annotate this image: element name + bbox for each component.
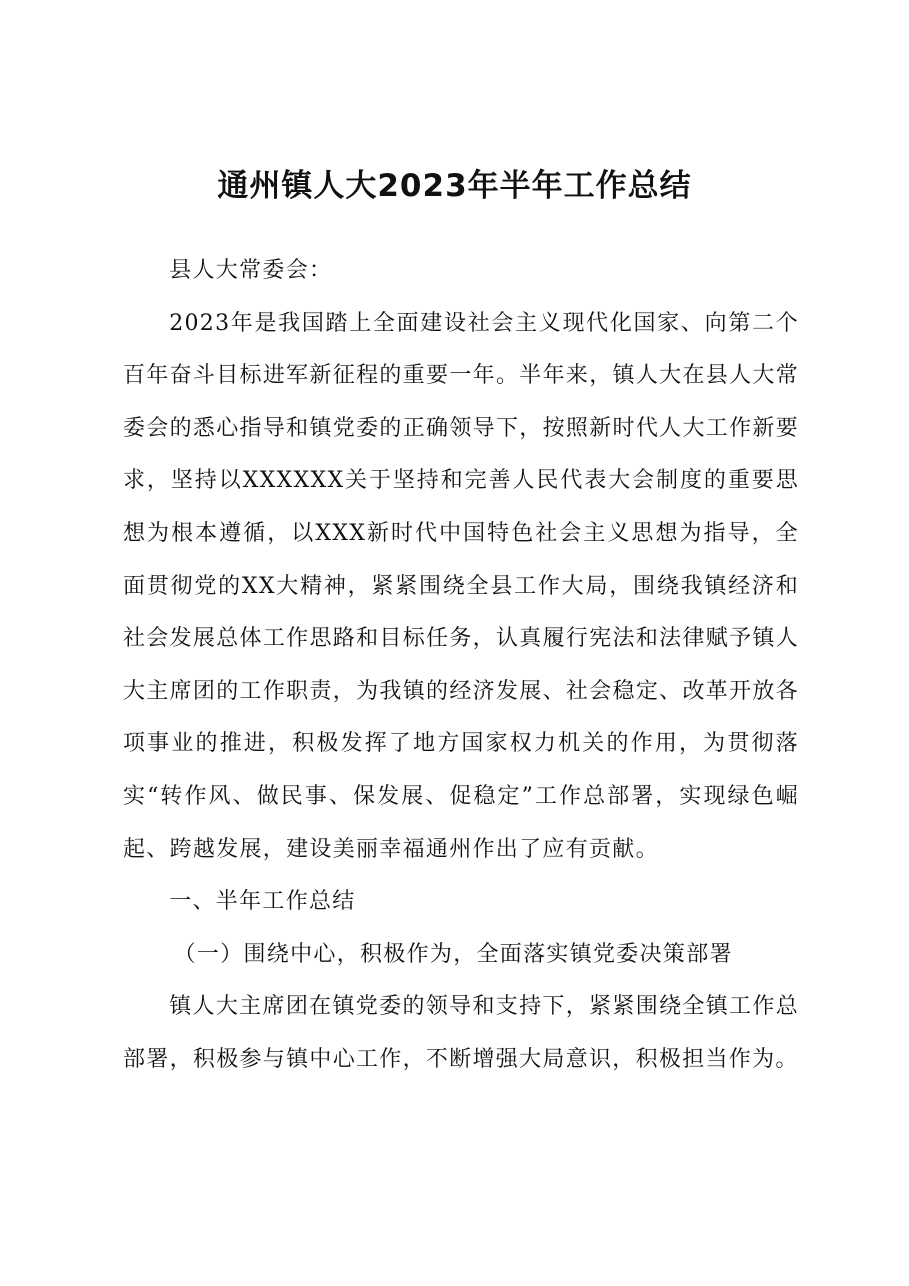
- document-title: 通州镇人大2023年半年工作总结: [217, 168, 692, 204]
- salutation: 县人大常委会：: [169, 258, 333, 283]
- section-heading: 一、半年工作总结: [169, 889, 356, 915]
- document-body: [123, 245, 799, 1087]
- intro-paragraph: 2023年是我国踏上全面建设社会主义现代化国家、向第二个百年奋斗目标进军新征程的重要一年。半年来，镇人大在县人大常委会的悉心指导和镇党委的正确领导下，按照新时代人大工作新要求，坚持以XXXXXX关于坚持和完善人民代表大会制度的重要思想为根本遵循，以XXX新时代中国特色社会主义思想为指导，全面贯彻党的XX大精神，紧紧围绕全县工作大局，围绕我镇经济和社会发展总体工作思路和目标任务，认真履行宪法和法律赋予镇人大主席团的工作职责，为我镇的经济发展、社会稳定、改革开放各项事业的推进，积极发挥了地方国家权力机关的作用，为贯彻落实“转作风、做民事、保发展、促稳定”工作总部署，实现绿色崛起、跨越发展，建设美丽幸福通州作出了应有贡献。: [123, 310, 799, 862]
- subsection-heading: （一）围绕中心，积极作为，全面落实镇党委决策部署: [173, 941, 733, 967]
- body-paragraph: 镇人大主席团在镇党委的领导和支持下，紧紧围绕全镇工作总部署，积极参与镇中心工作，不断增强大局意识，积极担当作为。: [123, 994, 799, 1072]
